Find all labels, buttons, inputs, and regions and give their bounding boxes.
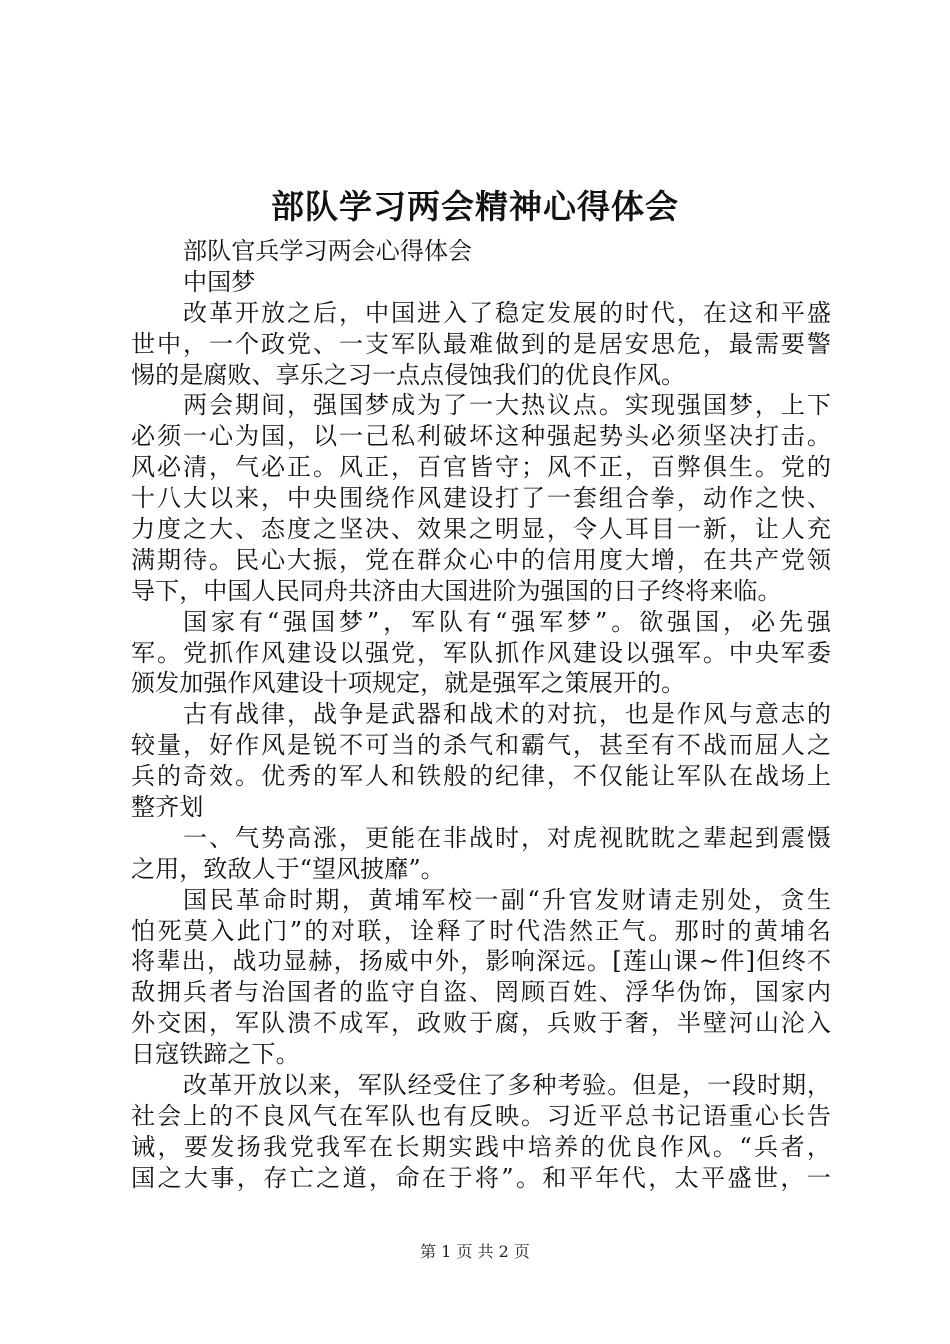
document-body bbox=[131, 236, 831, 1194]
text-line: 改革开放以来，军队经受住了多种考验。但是，一段时期， bbox=[183, 1071, 831, 1100]
text-line: 满期待。民心大振，党在群众心中的信用度大增，在共产党领 bbox=[131, 545, 831, 574]
text-line: 国之大事，存亡之道，命在于将”。和平年代，太平盛世，一 bbox=[131, 1163, 831, 1192]
text-line: 风必清，气必正。风正，百官皆守；风不正，百弊俱生。党的 bbox=[131, 453, 831, 482]
text-line: 整齐划 bbox=[131, 793, 204, 822]
text-line: 部队官兵学习两会心得体会 bbox=[183, 237, 473, 265]
text-line: 外交困，军队溃不成军，政败于腐，兵败于奢，半壁河山沦入 bbox=[131, 1009, 831, 1038]
text-line: 世中，一个政党、一支军队最难做到的是居安思危，最需要警 bbox=[131, 329, 831, 358]
document-title: 部队学习两会精神心得体会 bbox=[271, 187, 679, 226]
text-line: 社会上的不良风气在军队也有反映。习近平总书记语重心长告 bbox=[131, 1101, 831, 1130]
text-line: 一、气势高涨，更能在非战时，对虎视眈眈之辈起到震慑 bbox=[183, 823, 831, 852]
page-footer: 第 1 页 共 2 页 bbox=[420, 1242, 530, 1261]
text-line: 导下，中国人民同舟共济由大国进阶为强国的日子终将来临。 bbox=[131, 576, 782, 605]
text-line: 必须一心为国，以一己私利破坏这种强起势头必须坚决打击。 bbox=[131, 422, 831, 451]
text-line: 颁发加强作风建设十项规定，就是强军之策展开的。 bbox=[131, 669, 686, 698]
text-line: 国民革命时期，黄埔军校一副“升官发财请走别处，贪生 bbox=[183, 885, 831, 914]
text-line: 之用，致敌人于“望风披靡”。 bbox=[131, 854, 445, 883]
text-line: 敌拥兵者与治国者的监守自盗、罔顾百姓、浮华伪饰，国家内 bbox=[131, 978, 831, 1007]
text-line: 军。党抓作风建设以强党，军队抓作风建设以强军。中央军委 bbox=[131, 638, 831, 667]
text-line: 两会期间，强国梦成为了一大热议点。实现强国梦，上下 bbox=[183, 391, 831, 420]
text-line: 将辈出，战功显赫，扬威中外，影响深远。[莲山课~件]但终不 bbox=[131, 947, 831, 976]
text-line: 改革开放之后，中国进入了稳定发展的时代，在这和平盛 bbox=[183, 298, 831, 327]
text-line: 兵的奇效。优秀的军人和铁般的纪律，不仅能让军队在战场上 bbox=[131, 762, 831, 791]
text-line: 古有战律，战争是武器和战术的对抗，也是作风与意志的 bbox=[183, 700, 831, 729]
text-line: 力度之大、态度之坚决、效果之明显，令人耳目一新，让人充 bbox=[131, 515, 831, 544]
text-line: 怕死莫入此门”的对联，诠释了时代浩然正气。那时的黄埔名 bbox=[131, 916, 831, 945]
text-line: 十八大以来，中央围绕作风建设打了一套组合拳，动作之快、 bbox=[131, 484, 831, 513]
text-line: 中国梦 bbox=[183, 267, 256, 296]
text-line: 国家有“强国梦”，军队有“强军梦”。欲强国，必先强 bbox=[183, 607, 831, 636]
text-line: 日寇铁蹄之下。 bbox=[131, 1040, 300, 1069]
text-line: 较量，好作风是锐不可当的杀气和霸气，甚至有不战而屈人之 bbox=[131, 731, 831, 760]
text-line: 诫，要发扬我党我军在长期实践中培养的优良作风。“兵者， bbox=[131, 1132, 831, 1161]
text-line: 惕的是腐败、享乐之习一点点侵蚀我们的优良作风。 bbox=[131, 360, 686, 389]
